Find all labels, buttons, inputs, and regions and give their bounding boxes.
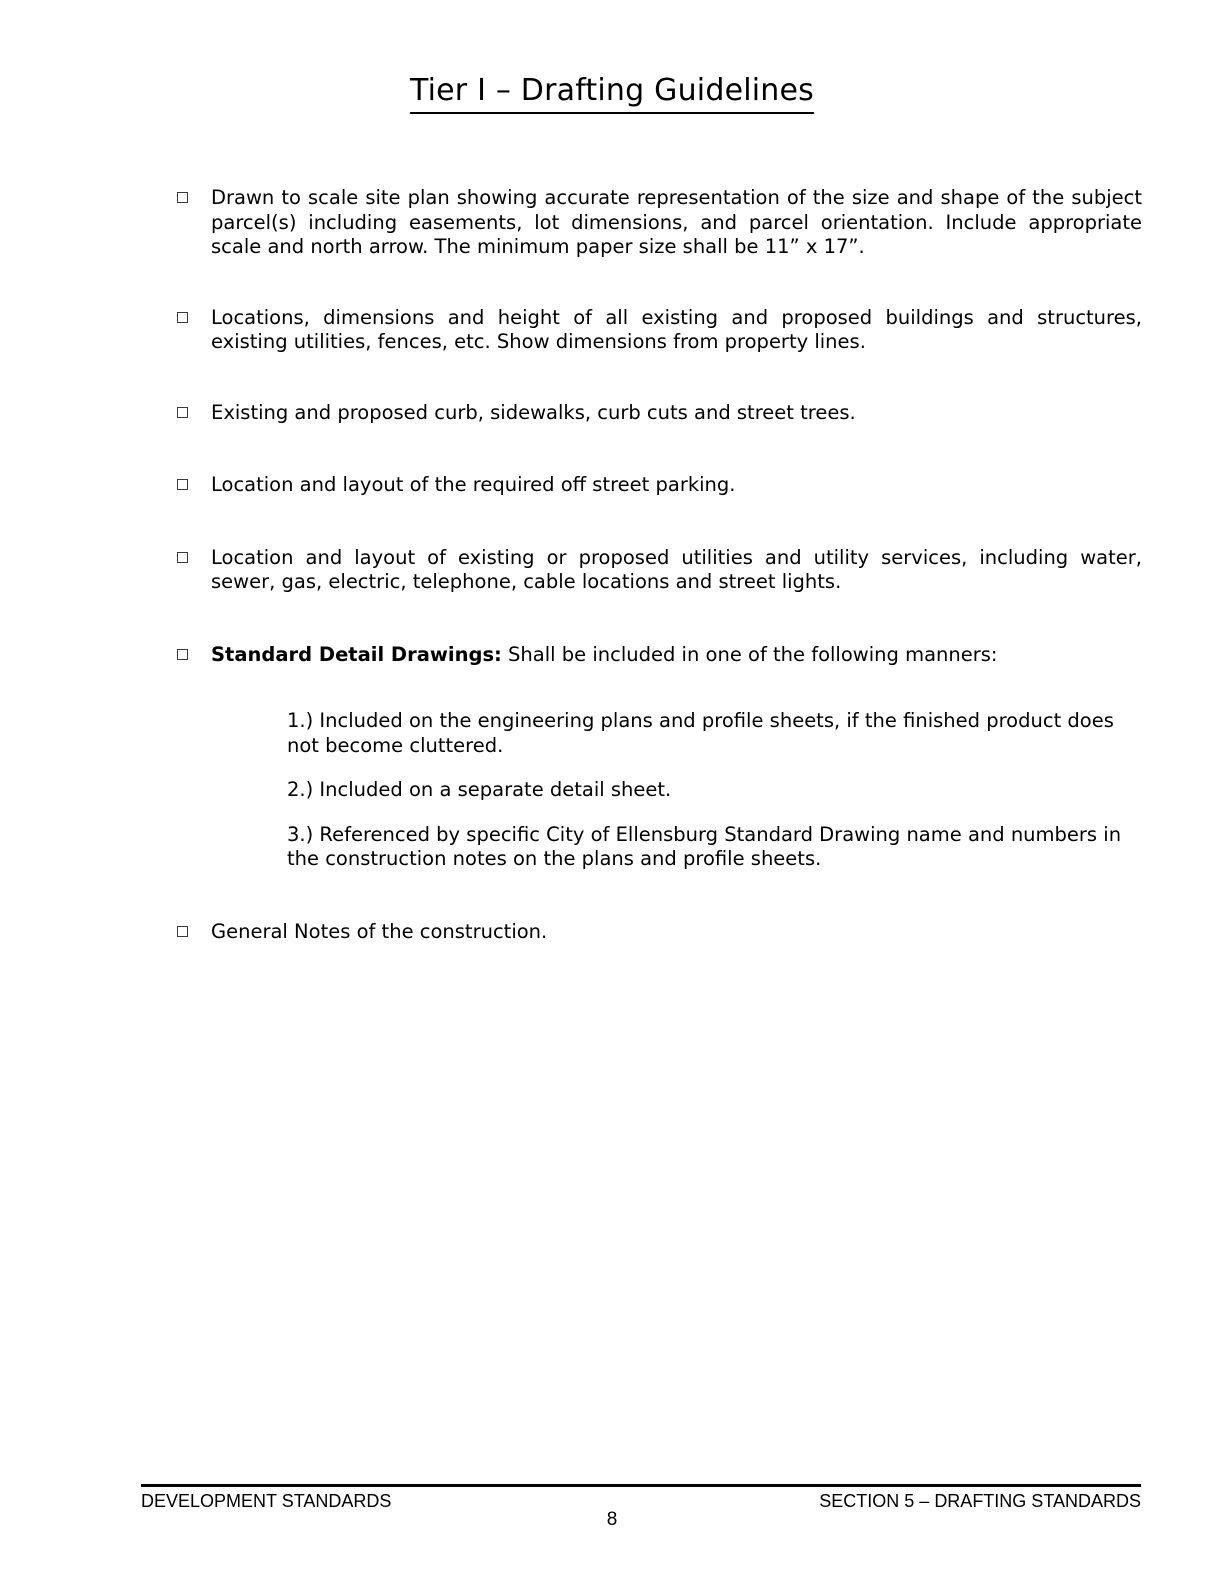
checklist-item-2[interactable] — [177, 306, 1142, 355]
spacer — [177, 872, 1142, 920]
checklist-item-label — [211, 643, 1142, 668]
footer-right-text: SECTION 5 – DRAFTING STANDARDS — [819, 1491, 1141, 1511]
checklist-item-5[interactable] — [177, 546, 1142, 595]
checklist-item-label-rest: Shall be included in one of the following manners: — [501, 642, 998, 666]
checklist-item-4[interactable] — [177, 473, 1142, 498]
checklist-item-7[interactable] — [177, 920, 1142, 945]
sublist-item-3: 3.) Referenced by specific City of Ellensburg Standard Drawing name and numbers in the construction notes on the plans and profile sheets. — [287, 822, 1122, 870]
spacer — [177, 355, 1142, 401]
page-title: Tier I – Drafting Guidelines — [410, 72, 814, 114]
checklist-item-1[interactable] — [177, 186, 1142, 260]
sublist-item-1: 1.) Included on the engineering plans and profile sheets, if the finished product does not become cluttered. — [287, 709, 1114, 757]
checkbox-empty-icon[interactable] — [177, 312, 188, 323]
page-number: 8 — [606, 1509, 618, 1530]
checklist-item-6[interactable] — [177, 643, 1142, 668]
page-title-container — [0, 72, 1224, 114]
spacer — [287, 758, 1142, 778]
checklist-item-label: Existing and proposed curb, sidewalks, curb cuts and street trees. — [211, 400, 856, 424]
checklist-item-label: Drawn to scale site plan showing accurate representation of the size and shape of the subject parcel(s) including easements, lot dimensions, and parcel orientation. Include appropriate scale and north arrow. The minimum paper size shall be 11” x 17”. — [211, 186, 1142, 258]
spacer — [287, 803, 1142, 823]
footer-divider — [141, 1484, 1141, 1487]
checklist-item-label: General Notes of the construction. — [211, 919, 548, 943]
checklist-item-label-bold: Standard Detail Drawings: — [211, 642, 502, 666]
spacer — [177, 498, 1142, 546]
checkbox-empty-icon[interactable] — [177, 926, 188, 937]
checkbox-empty-icon[interactable] — [177, 649, 188, 660]
spacer — [177, 667, 1142, 709]
sublist-item-2: 2.) Included on a separate detail sheet. — [287, 778, 672, 801]
checklist-item-label: Locations, dimensions and height of all existing and proposed buildings and structures, existing utilities, fences, etc. Show dimensions from property lines. — [211, 305, 1142, 353]
checklist — [177, 186, 1142, 944]
checkbox-empty-icon[interactable] — [177, 407, 188, 418]
spacer — [177, 595, 1142, 643]
checkbox-empty-icon[interactable] — [177, 479, 188, 490]
checklist-item-3[interactable] — [177, 401, 1142, 426]
checkbox-empty-icon[interactable] — [177, 552, 188, 563]
checkbox-empty-icon[interactable] — [177, 192, 188, 203]
numbered-sublist — [287, 709, 1142, 872]
footer-left-text: DEVELOPMENT STANDARDS — [141, 1491, 392, 1511]
checklist-item-label: Location and layout of existing or proposed utilities and utility services, including water, sewer, gas, electric, telephone, cable locations and street lights. — [211, 545, 1142, 593]
spacer — [177, 260, 1142, 306]
checklist-item-label: Location and layout of the required off street parking. — [211, 473, 736, 496]
spacer — [177, 425, 1142, 473]
